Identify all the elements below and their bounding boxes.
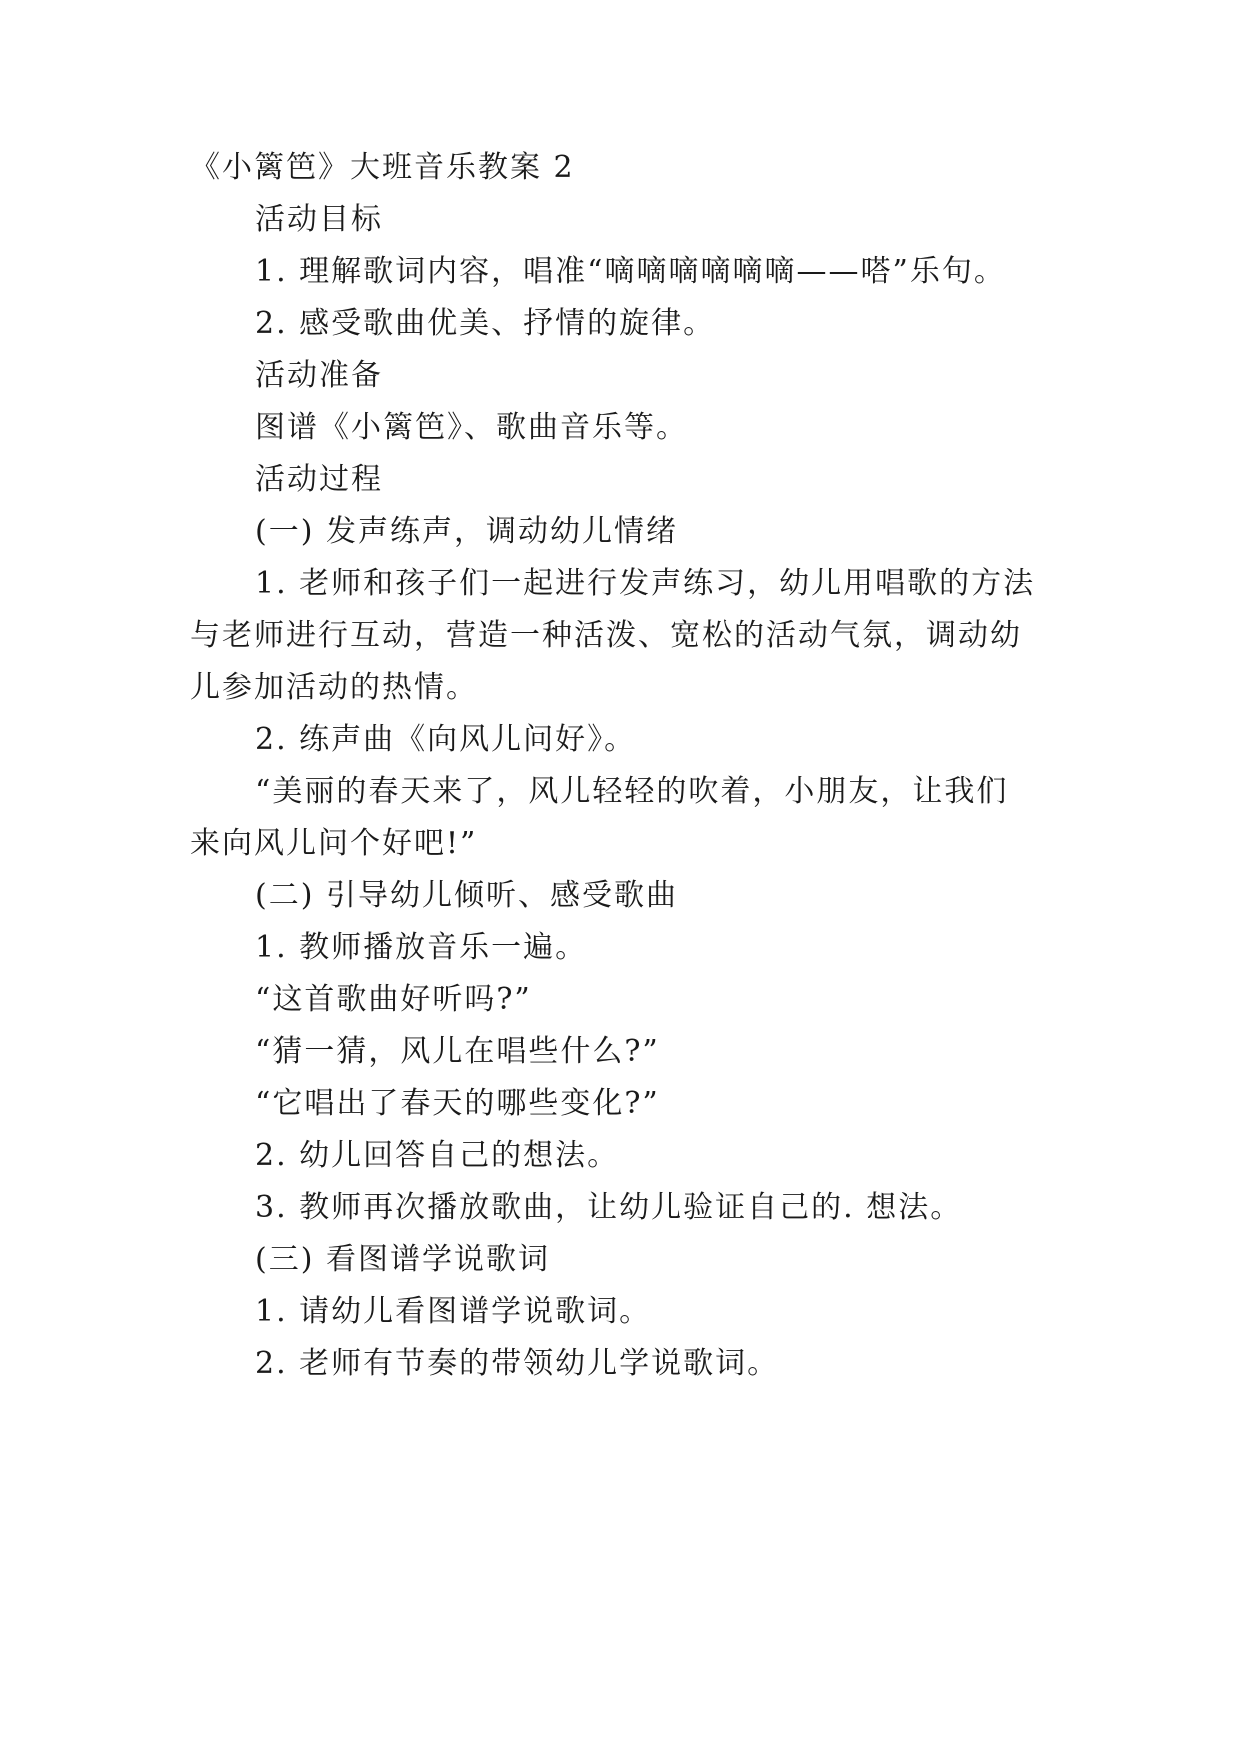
paragraph-continuation: 儿参加活动的热情。 <box>190 670 478 705</box>
paragraph: 3. 教师再次播放歌曲，让幼儿验证自己的. 想法。 <box>255 1190 963 1225</box>
subheading: (二) 引导幼儿倾听、感受歌曲 <box>255 878 678 913</box>
paragraph: 2. 练声曲《向风儿问好》。 <box>255 722 637 757</box>
paragraph: 1. 请幼儿看图谱学说歌词。 <box>255 1294 652 1329</box>
paragraph: 2. 感受歌曲优美、抒情的旋律。 <box>255 306 716 341</box>
document-title: 《小篱笆》大班音乐教案 2 <box>190 150 575 185</box>
subheading: (一) 发声练声，调动幼儿情绪 <box>255 514 678 549</box>
paragraph: 2. 幼儿回答自己的想法。 <box>255 1138 620 1173</box>
quote-continuation: 来向风儿问个好吧!” <box>190 826 478 861</box>
paragraph: 图谱《小篱笆》、歌曲音乐等。 <box>255 410 688 445</box>
paragraph: 1. 理解歌词内容，唱准“嘀嘀嘀嘀嘀嘀——嗒”乐句。 <box>255 254 1006 289</box>
section-heading-goals: 活动目标 <box>255 202 383 237</box>
subheading: (三) 看图谱学说歌词 <box>255 1242 550 1277</box>
quote: “它唱出了春天的哪些变化?” <box>255 1086 660 1121</box>
quote: “猜一猜，风儿在唱些什么?” <box>255 1034 660 1069</box>
paragraph: 1. 老师和孩子们一起进行发声练习，幼儿用唱歌的方法 <box>255 566 1036 601</box>
quote: “这首歌曲好听吗?” <box>255 982 532 1017</box>
quote: “美丽的春天来了，风儿轻轻的吹着，小朋友，让我们 <box>255 774 1009 809</box>
paragraph-continuation: 与老师进行互动，营造一种活泼、宽松的活动气氛，调动幼 <box>190 618 1022 653</box>
section-heading-preparation: 活动准备 <box>255 358 383 393</box>
paragraph: 1. 教师播放音乐一遍。 <box>255 930 588 965</box>
paragraph: 2. 老师有节奏的带领幼儿学说歌词。 <box>255 1346 780 1381</box>
section-heading-process: 活动过程 <box>255 462 383 497</box>
